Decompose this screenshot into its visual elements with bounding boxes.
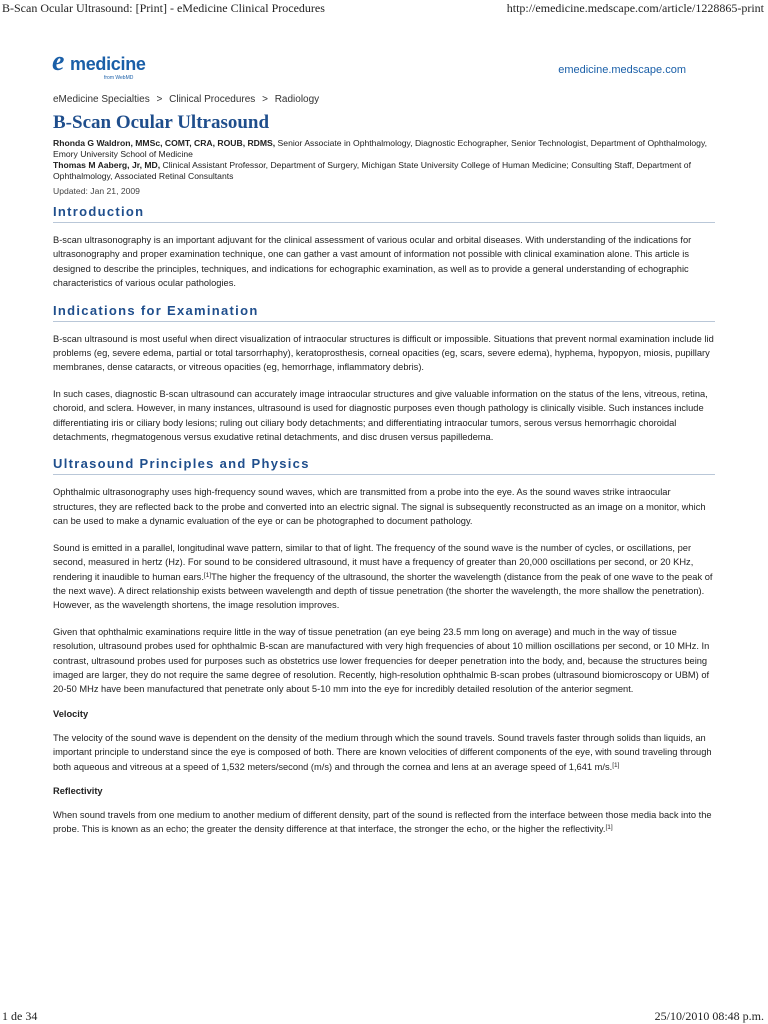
principles-paragraph-2-end: The higher the frequency of the ultrasound, the shorter the wavelength (distance from the peak of one wave to the peak of the next wave). A direct relationship exists between wavelength and depth of tissue penetration (the shorter the wavelength, the more shallow the penetration). However, as the wavelength shortens, the image resolution improves. <box>53 571 713 611</box>
section-heading-indications: Indications for Examination <box>53 303 715 322</box>
logo-e-letter: e <box>52 46 65 77</box>
reflectivity-paragraph <box>53 808 715 837</box>
section-heading-introduction: Introduction <box>53 204 715 223</box>
subheading-reflectivity: Reflectivity <box>53 785 103 796</box>
site-link[interactable]: emedicine.medscape.com <box>558 64 686 76</box>
indications-paragraph-2: In such cases, diagnostic B-scan ultrasound can accurately image intraocular structures and give valuable information on the status of the lens, vitreous, retina, choroid, and sclera. However, in many instances, ultrasound is used for diagnostic purposes even though pathology is clinically visible. Such instances include differentiating iris or ciliary body lesions; ruling out ciliary body detachments; and differentiating intraocular tumors, serous versus hemorrhagic choroidal detachments, rhegmatogenous versus exudative retinal detachments, and disc drusen versus papilledema. <box>53 388 708 443</box>
subheading-velocity: Velocity <box>53 708 89 719</box>
velocity-text: The velocity of the sound wave is dependent on the density of the medium through which the sound travels. Sound travels faster through solids than liquids, an important principle to understand since the eye is composed of both. There are known velocities of different components of the eye, with sound traveling through both aqueous and vitreous at a speed of 1,532 meters/second (m/s) and through the cornea and lens at an average speed of 1,641 m/s. <box>53 732 712 772</box>
author-list <box>53 138 715 182</box>
principles-paragraph-2 <box>53 541 715 613</box>
author-name: Rhonda G Waldron, MMSc, COMT, CRA, ROUB, RDMS, <box>53 138 276 148</box>
print-datetime: 25/10/2010 08:48 p.m. <box>654 1009 764 1023</box>
breadcrumb-item-specialties[interactable]: eMedicine Specialties <box>53 94 150 105</box>
author-entry <box>53 138 715 160</box>
reflectivity-text: When sound travels from one medium to another medium of different density, part of the sound is reflected from the interface between those media back into the probe. This is known as an echo; the greater the density difference at that interface, the stronger the echo, or the higher the reflectivity. <box>53 809 712 835</box>
article-content <box>53 94 715 849</box>
introduction-paragraph: B-scan ultrasonography is an important adjuvant for the clinical assessment of various ocular and orbital diseases. With understanding of the indications for ultrasonography and proper examination technique, one can gather a vast amount of information not possible with clinical examination alone. This article is designed to describe the principles, techniques, and indications for echographic examination, as well as to provide a general understanding of echographic characteristics of various ocular pathologies. <box>53 235 692 289</box>
reference-link[interactable]: [1] <box>612 761 620 769</box>
author-entry <box>53 160 715 182</box>
breadcrumb-item-clinical-procedures[interactable]: Clinical Procedures <box>169 94 256 105</box>
print-header-url: http://emedicine.medscape.com/article/1228865-print <box>506 1 764 15</box>
principles-paragraph-1: Ophthalmic ultrasonography uses high-frequency sound waves, which are transmitted from a probe into the eye. As the sound waves strike intraocular structures, they are reflected back to the probe and converted into an electric signal. The signal is subsequently reconstructed as an image on a monitor, which can be used to make a dynamic evaluation of the eye or can be photographed to document pathology. <box>53 487 706 527</box>
print-footer <box>0 1008 768 1024</box>
reference-link[interactable]: [1] <box>203 571 212 579</box>
reference-link[interactable]: [1] <box>605 824 613 832</box>
updated-date: Updated: Jan 21, 2009 <box>53 186 140 196</box>
print-header <box>0 0 768 16</box>
logo-subtitle: from WebMD <box>104 75 134 81</box>
breadcrumb-separator: > <box>156 94 163 105</box>
emedicine-logo[interactable] <box>52 46 162 82</box>
author-name: Thomas M Aaberg, Jr, MD, <box>53 160 161 170</box>
velocity-paragraph <box>53 731 715 774</box>
principles-paragraph-3: Given that ophthalmic examinations require little in the way of tissue penetration (an eye being 23.5 mm long on average) and much in the way of tissue resolution, ultrasound probes used for ophthalmic B-scan are manufactured with very high frequencies of about 10 million oscillations per second, or 10 MHz. In contrast, ultrasound probes used for purposes such as obstetrics use lower frequencies for deeper penetration into the body, and, because the structures being imaged are larger, they do not require the same degree of resolution. Recently, high-resolution ophthalmic B-scan probes (ultrasound biomicroscopy or UBM) of 20-50 MHz have been manufactured that penetrate only about 5-10 mm into the eye for incredibly detailed resolution of the anterior segment. <box>53 626 710 695</box>
principles-paragraph-2-start: Sound is emitted in a parallel, longitudinal wave pattern, similar to that of light. The frequency of the sound wave is the number of cycles, or oscillations, per second, measured in hertz (Hz). For sound to be considered ultrasound, it must have a frequency of greater than 20,000 oscillations per second, or 20 KHz, rendering it inaudible to human ears. <box>53 542 694 582</box>
page-title: B-Scan Ocular Ultrasound <box>53 112 270 133</box>
breadcrumb <box>53 94 715 108</box>
author-affiliation: Clinical Assistant Professor, Department of Surgery, Michigan State University College of Human Medicine; Consulting Staff, Department of Ophthalmology, Associated Retinal Consultants <box>53 160 691 181</box>
indications-paragraph-1: B-scan ultrasound is most useful when direct visualization of intraocular structures is difficult or impossible. Situations that prevent normal examination include lid problems (eg, severe edema, partial or total tarsorrhaphy), keratoprosthesis, corneal opacities (eg, scars, severe edema), hyphema, hypopyon, miosis, pupillary membranes, dense cataracts, or vitreous opacities (eg, hemorrhage, inflammatory debris). <box>53 333 714 373</box>
breadcrumb-item-radiology[interactable]: Radiology <box>274 94 320 105</box>
section-heading-principles: Ultrasound Principles and Physics <box>53 456 715 475</box>
page-number: 1 de 34 <box>2 1009 38 1023</box>
author-affiliation: Senior Associate in Ophthalmology, Diagnostic Echographer, Senior Technologist, Department of Ophthalmology, Emory University School of Medicine <box>53 138 708 159</box>
logo-wordmark: medicine <box>70 54 146 74</box>
breadcrumb-separator: > <box>262 94 268 105</box>
print-header-title: B-Scan Ocular Ultrasound: [Print] - eMedicine Clinical Procedures <box>2 1 325 15</box>
